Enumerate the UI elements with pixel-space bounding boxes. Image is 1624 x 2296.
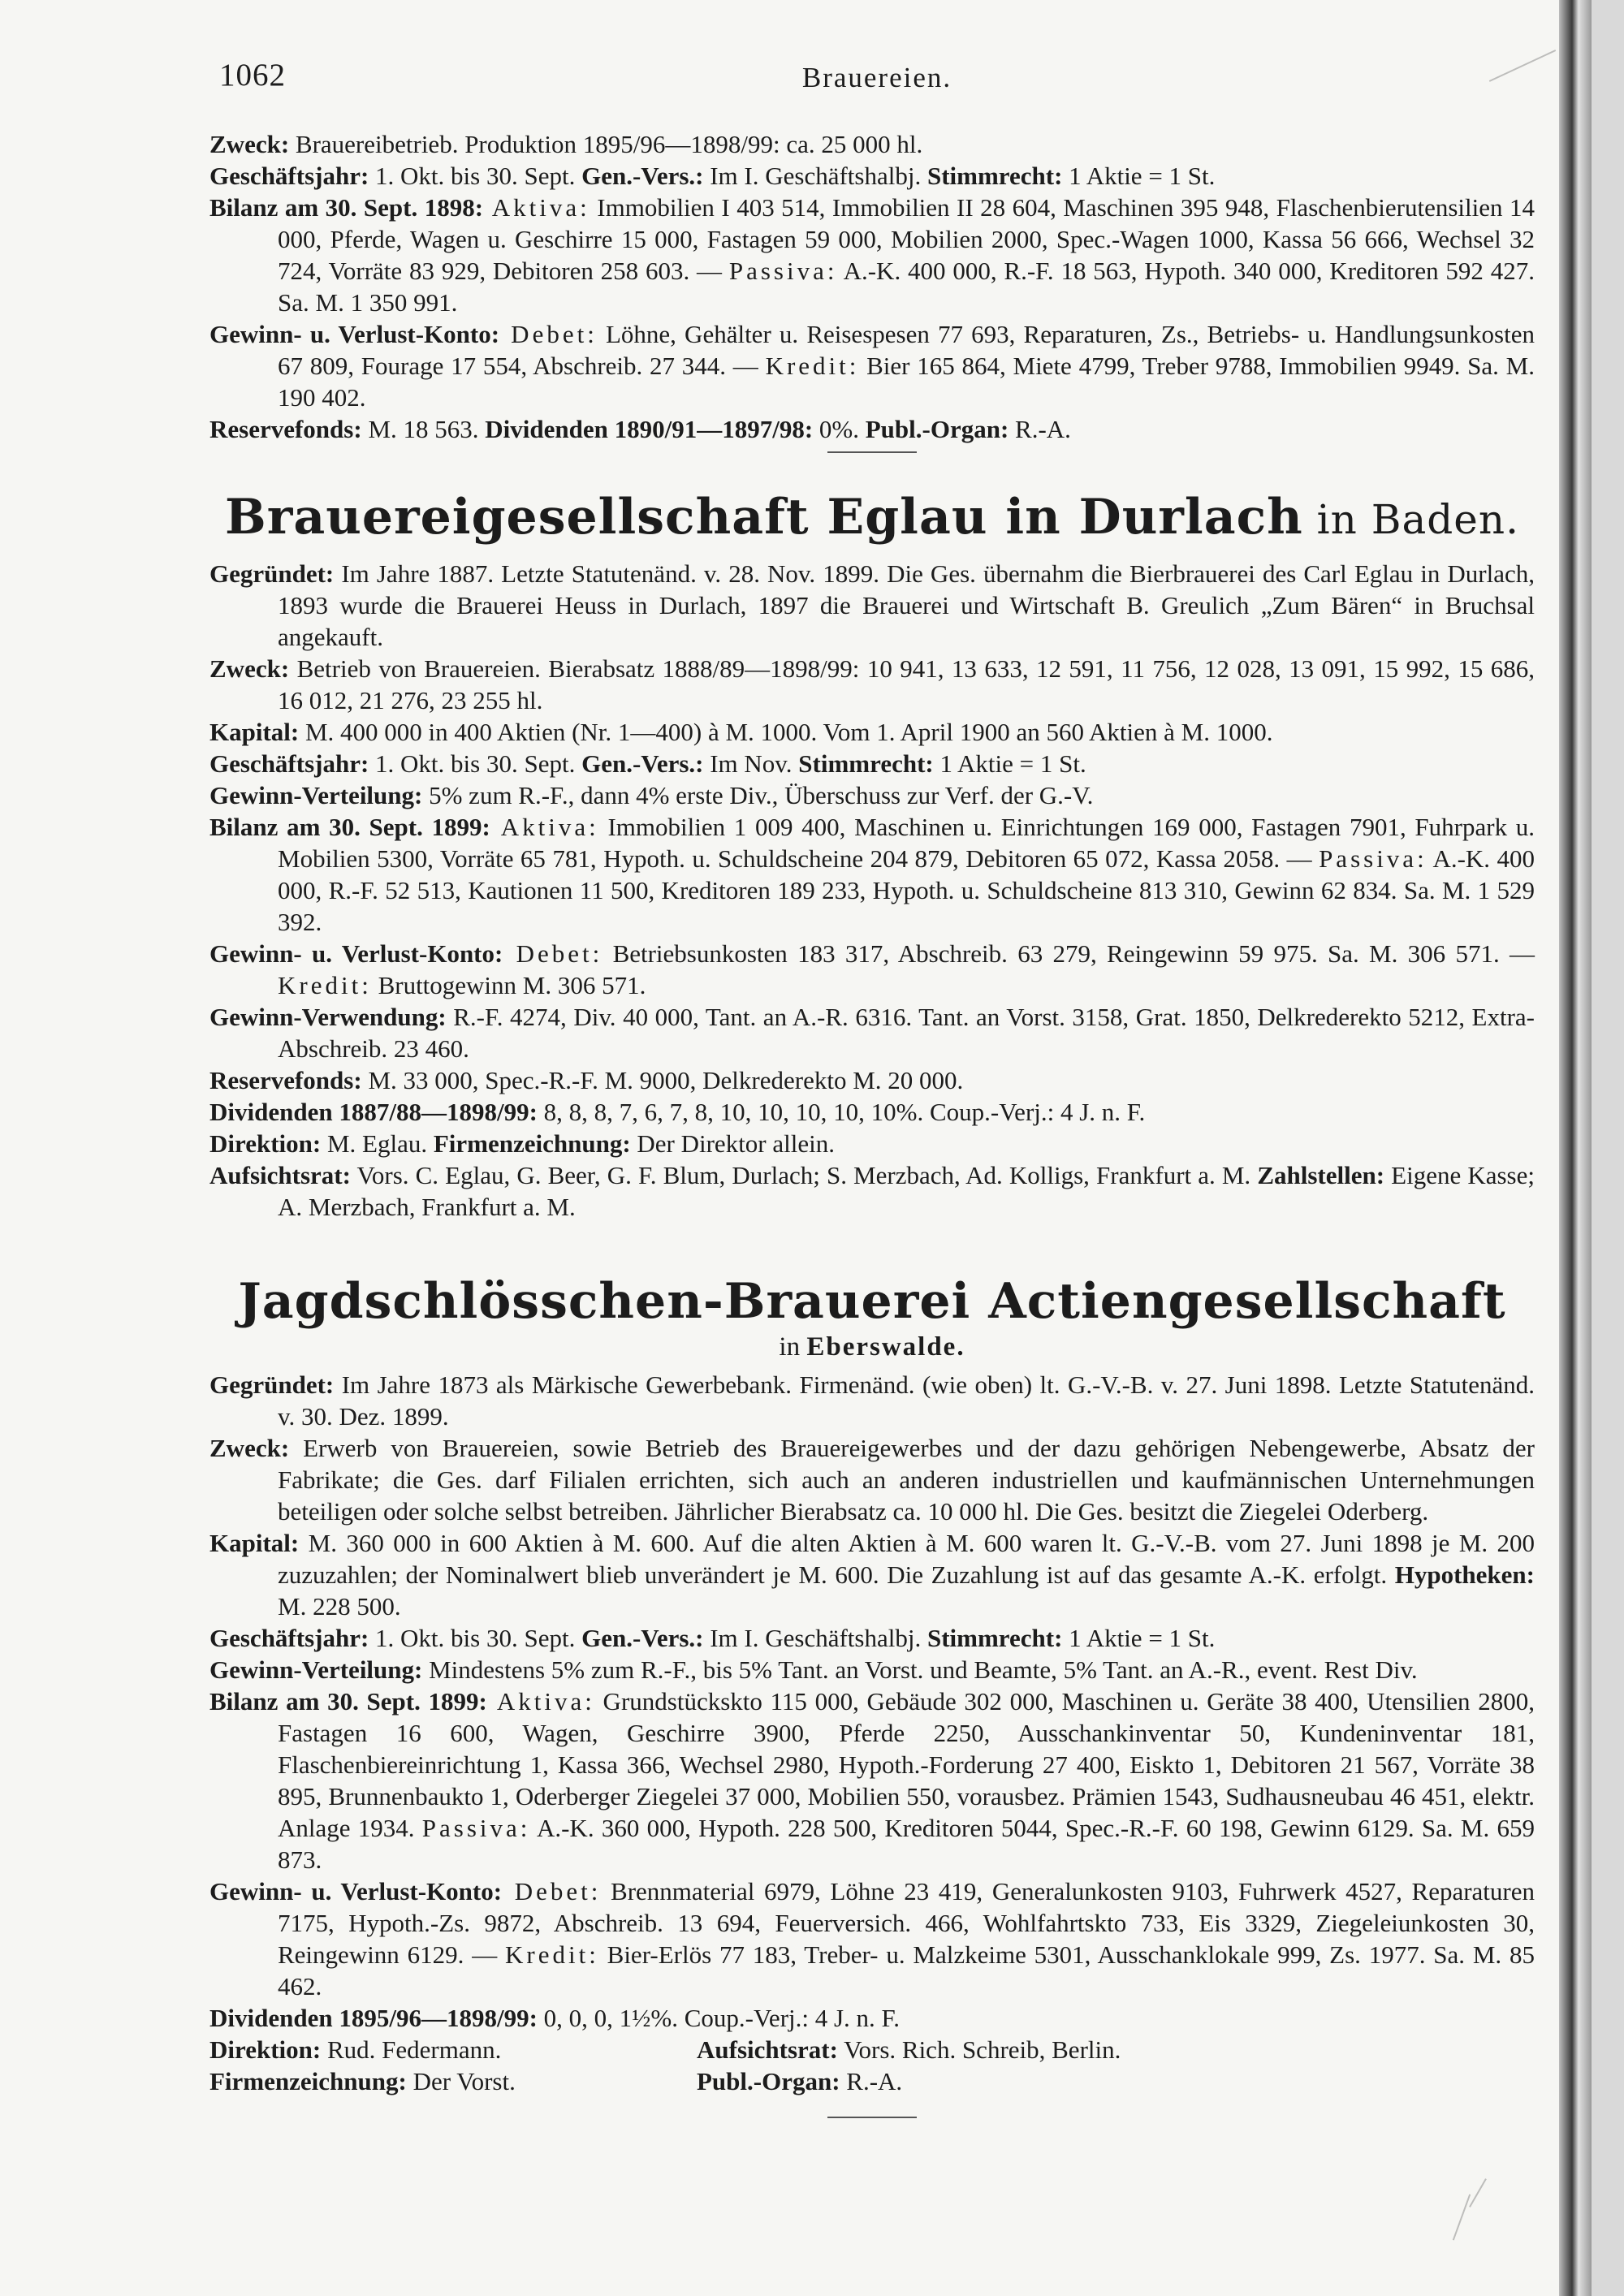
- entry-label: Aufsichtsrat:: [209, 1161, 351, 1189]
- entry-text: 5% zum R.-F., dann 4% erste Div., Überschuss zur Verf. der G.-V.: [422, 781, 1094, 809]
- entry-label: Zweck:: [209, 654, 290, 683]
- entry-paragraph: [209, 779, 1535, 811]
- entry-text: M. 228 500.: [278, 1592, 401, 1621]
- section-divider: [827, 2117, 917, 2118]
- entry-text: Löhne, Gehälter u. Reisespesen 77 693, Reparaturen, Zs., Betriebs- u. Handlungsunkosten 67 809, Fourage 17 554, Abschreib. 27 344. —: [278, 320, 1535, 380]
- entry-spaced-label: Debet:: [502, 1877, 602, 1905]
- company-location: in Baden.: [1302, 496, 1519, 543]
- section-jagdschloesschen-footer: [209, 2034, 1535, 2097]
- page-number: 1062: [219, 58, 286, 93]
- entry-text: 1 Aktie = 1 St.: [933, 749, 1086, 778]
- entry-paragraph: [209, 413, 1535, 445]
- section-previous-company: [209, 128, 1535, 445]
- entry-label: Zweck:: [209, 130, 290, 158]
- entry-label: Gewinn- u. Verlust-Konto:: [209, 320, 500, 348]
- entry-text: Brennmaterial 6979, Löhne 23 419, Generalunkosten 9103, Fuhrwerk 4527, Reparaturen 7175, Hypoth.-Zs. 9872, Abschreib. 13 694, Feuerversich. 466, Wohlfahrtskto 733, Eis 3329, Ziegeleiunkosten 30, Reingewinn 6129. —: [278, 1877, 1535, 1969]
- entry-text: Der Direktor allein.: [630, 1129, 835, 1158]
- entry-label: Gegründet:: [209, 1370, 335, 1399]
- entry-label: Bilanz am 30. Sept. 1899:: [209, 1687, 487, 1716]
- book-spine-edge: [1559, 0, 1592, 2296]
- entry-paragraph: [209, 1622, 1535, 1654]
- entry-text: 0, 0, 0, 1½%. Coup.-Verj.: 4 J. n. F.: [537, 2004, 901, 2032]
- entry-text: Betriebsunkosten 183 317, Abschreib. 63 279, Reingewinn 59 975. Sa. M. 306 571. —: [603, 939, 1535, 968]
- entry-label: Stimmrecht:: [926, 1624, 1063, 1652]
- entry-paragraph: [209, 192, 1535, 318]
- entry-spaced-label: Passiva:: [728, 257, 838, 285]
- entry-label: Geschäftsjahr:: [209, 749, 369, 778]
- entry-label: Bilanz am 30. Sept. 1898:: [209, 193, 484, 222]
- entry-label: Dividenden 1887/88—1898/99:: [209, 1098, 538, 1126]
- entry-paragraph: [209, 1159, 1535, 1223]
- entry-label: Zahlstellen:: [1257, 1161, 1385, 1189]
- entry-spaced-label: Aktiva:: [486, 1687, 595, 1716]
- scan-mark: [1453, 2194, 1471, 2240]
- entry-label: Gegründet:: [209, 559, 335, 588]
- entry-label: Gewinn- u. Verlust-Konto:: [209, 939, 503, 968]
- entry-text: 1 Aktie = 1 St.: [1062, 162, 1216, 190]
- entry-text: M. 400 000 in 400 Aktien (Nr. 1—400) à M. 1000. Vom 1. April 1900 an 560 Aktien à M. 1000.: [299, 718, 1273, 746]
- entry-text: R.-A.: [840, 2067, 903, 2095]
- entry-label: Publ.-Organ:: [697, 2067, 840, 2095]
- entry-text: M. 360 000 in 600 Aktien à M. 600. Auf die alten Aktien à M. 600 waren lt. G.-V.-B. vom 27. Juni 1898 je M. 200 zuzuzahlen; der Nominalwert blieb unverändert je M. 600. Die Zuzahlung ist auf das gesamte A.-K. erfolgt.: [278, 1529, 1535, 1589]
- entry-text: R.-F. 4274, Div. 40 000, Tant. an A.-R. 6316. Tant. an Vorst. 3158, Grat. 1850, Delkrederekto 5212, Extra-Abschreib. 23 460.: [278, 1003, 1535, 1063]
- company-title-jagdschloesschen: [209, 1273, 1535, 1330]
- entry-label: Gewinn-Verteilung:: [209, 781, 423, 809]
- entry-label: Kapital:: [209, 718, 300, 746]
- page-header: [219, 57, 1535, 106]
- entry-text: Rud. Federmann.: [321, 2035, 502, 2064]
- entry-text: 8, 8, 8, 7, 6, 7, 8, 10, 10, 10, 10, 10%. Coup.-Verj.: 4 J. n. F.: [537, 1098, 1146, 1126]
- entry-text: 1 Aktie = 1 St.: [1062, 1624, 1216, 1652]
- entry-spaced-label: Passiva:: [1319, 844, 1427, 873]
- entry-label: Stimmrecht:: [798, 749, 934, 778]
- section-eglau: [209, 558, 1535, 1223]
- entry-label: Gewinn-Verwendung:: [209, 1003, 447, 1031]
- entry-text: Eigene Kasse; A. Merzbach, Frankfurt a. M.: [278, 1161, 1535, 1221]
- entry-text: Im I. Geschäftshalbj.: [703, 162, 927, 190]
- company-title-eglau: [209, 489, 1535, 548]
- entry-paragraph: [209, 558, 1535, 653]
- entry-text: 0%.: [813, 415, 866, 443]
- subtitle-location: Eberswalde.: [806, 1332, 965, 1362]
- entry-paragraph: [209, 716, 1535, 748]
- entry-label: Zweck:: [209, 1434, 290, 1462]
- entry-label: Kapital:: [209, 1529, 300, 1557]
- entry-text: Bruttogewinn M. 306 571.: [371, 971, 646, 999]
- entry-text: Im I. Geschäftshalbj.: [703, 1624, 927, 1652]
- running-head: Brauereien.: [801, 62, 952, 93]
- entry-label: Gewinn-Verteilung:: [209, 1655, 423, 1684]
- entry-label: Firmenzeichnung:: [433, 1129, 631, 1158]
- entry-paragraph: [209, 318, 1535, 413]
- entry-text: M. Eglau.: [321, 1129, 434, 1158]
- entry-text: A.-K. 400 000, R.-F. 18 563, Hypoth. 340 000, Kreditoren 592 427. Sa. M. 1 350 991.: [278, 257, 1535, 317]
- pair-right: [697, 2065, 902, 2097]
- entry-paragraph: [209, 1369, 1535, 1432]
- section-jagdschloesschen: [209, 1369, 1535, 2034]
- entry-spaced-label: Passiva:: [421, 1814, 531, 1842]
- company-subtitle: [209, 1330, 1535, 1364]
- entry-paragraph: [209, 1064, 1535, 1096]
- entry-text: Brauereibetrieb. Produktion 1895/96—1898/99: ca. 25 000 hl.: [289, 130, 923, 158]
- entry-label: Geschäftsjahr:: [209, 162, 369, 190]
- company-name: Brauereigesellschaft Eglau in Durlach: [225, 489, 1303, 546]
- entry-text: Im Jahre 1887. Letzte Statutenänd. v. 28. Nov. 1899. Die Ges. übernahm die Bierbrauerei des Carl Eglau in Durlach, 1893 wurde die Brauerei Heuss in Durlach, 1897 die Brauerei und Wirtschaft B. Greulich „Zum Bären“ in Bruchsal angekauft.: [278, 559, 1535, 651]
- entry-label: Gen.-Vers.:: [581, 162, 704, 190]
- pair-right: [697, 2034, 1121, 2065]
- entry-text: M. 18 563.: [361, 415, 486, 443]
- entry-label: Firmenzeichnung:: [209, 2067, 407, 2095]
- entry-text: R.-A.: [1009, 415, 1071, 443]
- entry-spaced-label: Kredit:: [505, 1940, 599, 1969]
- entry-label: Gen.-Vers.:: [581, 1624, 704, 1652]
- entry-text: 1. Okt. bis 30. Sept.: [369, 1624, 582, 1652]
- entry-text: Bier 165 864, Miete 4799, Treber 9788, Immobilien 9949. Sa. M. 190 402.: [278, 352, 1535, 412]
- entry-text: A.-K. 360 000, Hypoth. 228 500, Kreditoren 5044, Spec.-R.-F. 60 198, Gewinn 6129. Sa. M. 659 873.: [278, 1814, 1535, 1874]
- entry-text: A.-K. 400 000, R.-F. 52 513, Kautionen 11 500, Kreditoren 189 233, Hypoth. u. Schuldscheine 813 310, Gewinn 62 834. Sa. M. 1 529 392.: [278, 844, 1535, 936]
- entry-paragraph: [209, 653, 1535, 716]
- entry-paragraph: [209, 2002, 1535, 2034]
- entry-paragraph: [209, 1654, 1535, 1685]
- entry-text: Mindestens 5% zum R.-F., bis 5% Tant. an Vorst. und Beamte, 5% Tant. an A.-R., event. Rest Div.: [422, 1655, 1418, 1684]
- entry-label: Gewinn- u. Verlust-Konto:: [209, 1877, 503, 1905]
- entry-spaced-label: Kredit:: [278, 971, 372, 999]
- company-name: Jagdschlösschen-Brauerei Actiengesellschaft: [238, 1273, 1506, 1330]
- entry-text: 1. Okt. bis 30. Sept.: [369, 162, 582, 190]
- entry-paragraph: [209, 128, 1535, 160]
- subtitle-in: in: [779, 1332, 807, 1362]
- entry-text: M. 33 000, Spec.-R.-F. M. 9000, Delkrederekto M. 20 000.: [361, 1066, 964, 1094]
- scan-mark: [1469, 2178, 1487, 2208]
- entry-text: Grundstücksktо 115 000, Gebäude 302 000, Maschinen u. Geräte 38 400, Utensilien 2800, Fastagen 16 600, Wagen, Geschirre 3900, Pferde 2250, Ausschankinventar 50, Kundeninventar 181, Flaschenbiereinrichtung 1, Kassa 366, Wechsel 2980, Hypoth.-Forderung 27 400, Eiskto 1, Debitoren 21 567, Vorräte 38 895, Brunnenbaukto 1, Oderberger Ziegelei 37 000, Mobilien 550, vorausbez. Prämien 1543, Sudhausneubau 46 451, elektr. Anlage 1934.: [278, 1687, 1535, 1842]
- entry-text: Immobilien I 403 514, Immobilien II 28 604, Maschinen 395 948, Flaschenbierutensilien 14 000, Pferde, Wagen u. Geschirre 15 000, Fastagen 59 000, Mobilien 2000, Spec.-Wagen 1000, Kassa 56 666, Wechsel 32 724, Vorräte 83 929, Debitoren 258 603. —: [278, 193, 1535, 285]
- entry-text: Vors. Rich. Schreib, Berlin.: [837, 2035, 1121, 2064]
- page-content: [209, 128, 1535, 2118]
- pair-left: [209, 2065, 697, 2097]
- entry-text: Erwerb von Brauereien, sowie Betrieb des Brauereigewerbes und der dazu gehörigen Nebengewerbe, Absatz der Fabrikate; die Ges. darf Filialen errichten, sich auch an anderen industriellen und kaufmännischen Unternehmungen beteiligen oder solche selbst betreiben. Jährlicher Bierabsatz ca. 10 000 hl. Die Ges. besitzt die Ziegelei Oderberg.: [278, 1434, 1535, 1526]
- entry-paragraph: [209, 1096, 1535, 1128]
- pair-left: [209, 2034, 697, 2065]
- entry-label: Hypotheken:: [1394, 1560, 1535, 1589]
- entry-label: Reservefonds:: [209, 415, 362, 443]
- entry-text: Der Vorst.: [406, 2067, 516, 2095]
- entry-paragraph: [209, 938, 1535, 1001]
- entry-paragraph: [209, 1685, 1535, 1875]
- entry-label: Direktion:: [209, 2035, 322, 2064]
- entry-label: Reservefonds:: [209, 1066, 362, 1094]
- entry-paragraph: [209, 748, 1535, 779]
- entry-paragraph: [209, 1001, 1535, 1064]
- entry-text: Im Nov.: [703, 749, 799, 778]
- entry-text: Vors. C. Eglau, G. Beer, G. F. Blum, Durlach; S. Merzbach, Ad. Kolligs, Frankfurt a. M.: [350, 1161, 1258, 1189]
- entry-spaced-label: Debet:: [503, 939, 603, 968]
- entry-pair-row: [209, 2065, 1535, 2097]
- entry-label: Gen.-Vers.:: [581, 749, 704, 778]
- entry-label: Geschäftsjahr:: [209, 1624, 369, 1652]
- entry-paragraph: [209, 160, 1535, 192]
- entry-text: Betrieb von Brauereien. Bierabsatz 1888/89—1898/99: 10 941, 13 633, 12 591, 11 756, 12 028, 13 091, 15 992, 15 686, 16 012, 21 276, 23 255 hl.: [278, 654, 1535, 714]
- entry-label: Bilanz am 30. Sept. 1899:: [209, 813, 490, 841]
- entry-spaced-label: Debet:: [499, 320, 598, 348]
- entry-paragraph: [209, 1128, 1535, 1159]
- entry-text: Immobilien 1 009 400, Maschinen u. Einrichtungen 169 000, Fastagen 7901, Fuhrpark u. Mobilien 5300, Vorräte 65 781, Hypoth. u. Schuldscheine 204 879, Debitoren 65 072, Kassa 2058. —: [278, 813, 1535, 873]
- entry-label: Aufsichtsrat:: [697, 2035, 838, 2064]
- entry-paragraph: [209, 1432, 1535, 1527]
- entry-label: Dividenden 1895/96—1898/99:: [209, 2004, 538, 2032]
- entry-paragraph: [209, 1527, 1535, 1622]
- section-divider: [827, 451, 917, 453]
- entry-spaced-label: Aktiva:: [483, 193, 590, 222]
- entry-spaced-label: Aktiva:: [490, 813, 599, 841]
- entry-label: Dividenden 1890/91—1897/98:: [485, 415, 814, 443]
- entry-label: Direktion:: [209, 1129, 322, 1158]
- entry-paragraph: [209, 1875, 1535, 2002]
- entry-text: Bier-Erlös 77 183, Treber- u. Malzkeime 5301, Ausschanklokale 999, Zs. 1977. Sa. M. 85 462.: [278, 1940, 1535, 2000]
- entry-label: Publ.-Organ:: [865, 415, 1009, 443]
- entry-paragraph: [209, 811, 1535, 938]
- entry-label: Stimmrecht:: [926, 162, 1063, 190]
- entry-text: Im Jahre 1873 als Märkische Gewerbebank. Firmenänd. (wie oben) lt. G.-V.-B. v. 27. Juni 1898. Letzte Statutenänd. v. 30. Dez. 1899.: [278, 1370, 1535, 1431]
- entry-text: 1. Okt. bis 30. Sept.: [369, 749, 582, 778]
- entry-pair-row: [209, 2034, 1535, 2065]
- entry-spaced-label: Kredit:: [765, 352, 860, 380]
